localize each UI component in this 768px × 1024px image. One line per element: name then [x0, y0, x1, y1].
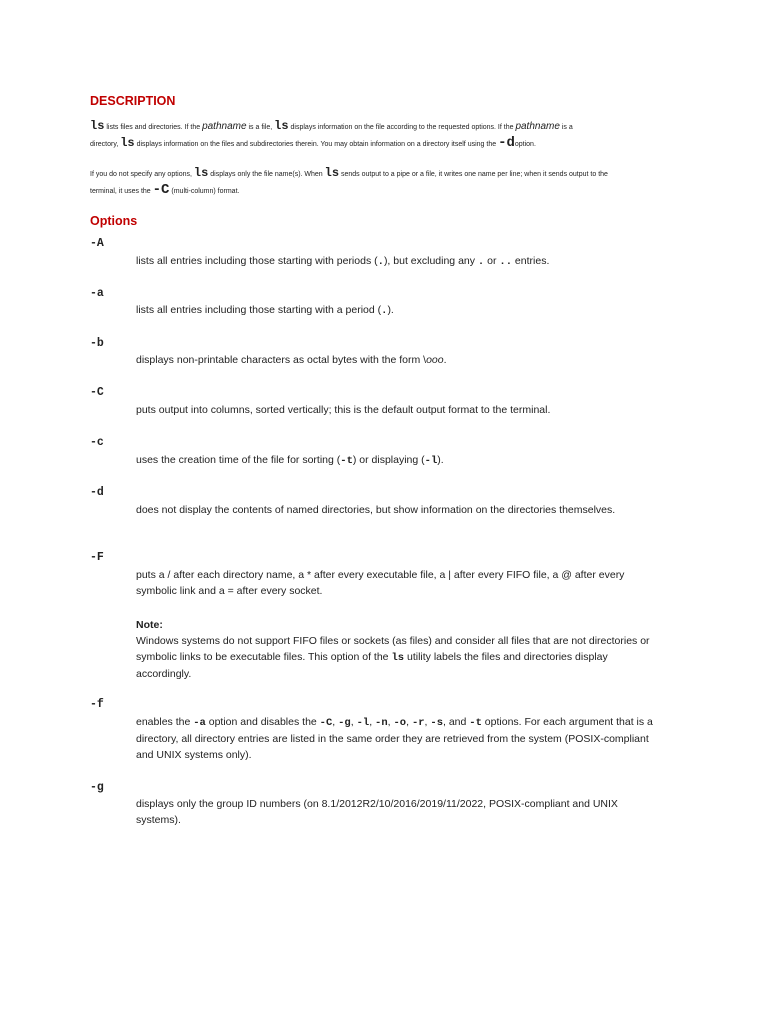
c-option-ref: -C	[152, 182, 170, 199]
pathname-term: pathname	[202, 121, 247, 132]
pathname-term: pathname	[515, 121, 560, 132]
description-heading: DESCRIPTION	[90, 94, 176, 108]
option-C-description: puts output into columns, sorted vertically; this is the default output format to the terminal.	[136, 404, 551, 416]
option-c-name: -c	[90, 436, 104, 449]
ls-command: ls	[193, 166, 209, 180]
description-paragraph-1: ls lists files and directories. If the pathname is a file, ls displays information on the file according to the requested options. If the pathname is a directory, ls displays information on the files and subdirectories therein. You may obtain information on a directory itself using the -doption.	[90, 119, 573, 152]
option-d-description: does not display the contents of named directories, but show information on the directories themselves.	[136, 504, 616, 516]
option-f-name: -f	[90, 698, 104, 711]
note-title: Note:	[136, 619, 163, 631]
option-d-name: -d	[90, 486, 104, 499]
d-option-ref: -d	[498, 135, 515, 152]
ls-command: ls	[324, 166, 340, 180]
option-F-description: puts a / after each directory name, a * after every executable file, a | after every FIFO file, a @ after every symbolic link and a = after every socket.	[136, 569, 625, 597]
option-f-description: enables the -a option and disables the -C, -g, -l, -n, -o, -r, -s, and -t options. For each argument that is a directory, all directory entries are listed in the same order they are retrieved from the system (POSIX-compliant and UNIX systems only).	[136, 716, 653, 761]
option-C-name: -C	[90, 386, 104, 399]
option-b-description: displays non-printable characters as octal bytes with the form \ooo.	[136, 354, 447, 366]
options-heading: Options	[90, 214, 138, 228]
option-A-description: lists all entries including those starting with periods (.), but excluding any . or .. entries.	[136, 255, 550, 268]
option-b-name: -b	[90, 337, 104, 350]
option-F-note: Note: Windows systems do not support FIFO files or sockets (as files) and consider all files that are not directories or symbolic links to be executable files. This option of the ls utility labels the files and directories display accordingly.	[136, 617, 656, 682]
option-c-description: uses the creation time of the file for sorting (-t) or displaying (-l).	[136, 454, 444, 467]
option-g-description: displays only the group ID numbers (on 8.1/2012R2/10/2016/2019/11/2022, POSIX-compliant and UNIX systems).	[136, 798, 618, 826]
option-g-name: -g	[90, 781, 104, 794]
ls-command: ls	[120, 136, 135, 151]
ls-command: ls	[274, 119, 289, 133]
description-paragraph-2: If you do not specify any options, ls displays only the file name(s). When ls sends output to a pipe or a file, it writes one name per line; when it sends output to the terminal, it uses the -C (multi-column) format.	[90, 166, 608, 199]
option-a-description: lists all entries including those starting with a period (.).	[136, 304, 394, 317]
option-a-name: -a	[90, 287, 104, 300]
option-F-name: -F	[90, 551, 104, 564]
option-A-name: -A	[90, 237, 104, 250]
ls-command: ls	[90, 119, 105, 133]
